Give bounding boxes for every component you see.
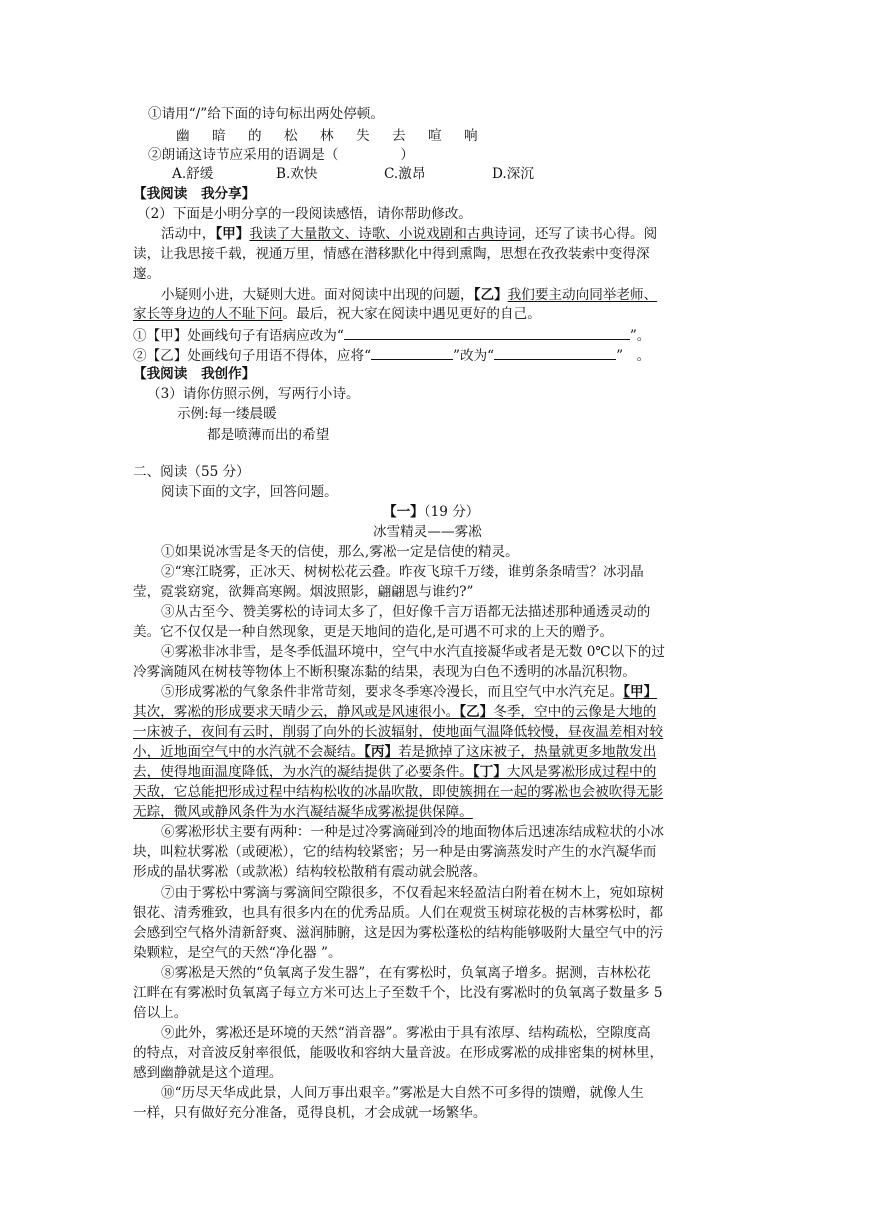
article-p7-l2: 银花、清秀雅致，也具有很多内在的优秀品质。人们在观赏玉树琼花极的吉林雾松时，都	[133, 905, 664, 921]
poem-char: 喧	[428, 128, 442, 144]
article-p9-l1: ⑨此外，雾凇还是环境的天然“消音器”。雾凇由于具有浓厚、结构疏松，空隙度高	[161, 1025, 651, 1041]
mark-yi: 【乙】	[473, 287, 508, 303]
q3-prompt: （3）请你仿照示例，写两行小诗。	[147, 386, 360, 402]
poem-char: 暗	[212, 128, 226, 144]
text: 冬季，空中的云像是大地的	[493, 704, 657, 720]
text: ”。	[629, 328, 651, 344]
article-p5-l4	[133, 743, 656, 762]
q2-answer-2	[133, 345, 650, 366]
poem-char: 林	[320, 128, 334, 144]
q3-example-line2: 都是喷薄而出的希望	[207, 427, 330, 443]
q1-options	[172, 165, 572, 184]
article-p7-l1: ⑦由于雾松中雾滴与雾滴间空隙很多，不仅看起来轻盈洁白附着在树木上，宛如琼树	[161, 885, 664, 901]
option-c: C.激昂	[384, 166, 426, 182]
article-p8-l2: 江畔在有雾凇时负氧离子每立方米可达上子至数千个，比没有雾凇时的负氧离子数量多 5	[133, 985, 663, 1001]
article-p2-l2: 莹，霓裳窈窕，欲舞高寒阙。烟波照影，翩翩恩与谁约?”	[133, 584, 474, 600]
poem-char: 的	[248, 128, 262, 144]
text: 。最后，祝大家在阅读中遇见更好的自己。	[282, 306, 541, 322]
mark-yi: 【乙】	[459, 704, 494, 720]
q1-tone-close: ）	[400, 147, 414, 163]
q1-tone-question	[148, 146, 414, 165]
poem-char: 松	[284, 128, 298, 144]
article-p6-l1: ⑥雾凇形状主要有两种：一种是过冷雾滴碰到冷的地面物体后迅速冻结成粒状的小冰	[161, 824, 664, 840]
option-d: D.深沉	[492, 166, 534, 182]
q2-prompt: （2）下面是小明分享的一段阅读感悟，请你帮助修改。	[137, 206, 472, 222]
q2-answer-1	[133, 325, 650, 346]
q2-p2-line2	[133, 305, 541, 324]
article-p9-l2: 的特点，对音波反射率很低，能吸收和容纳大量音波。在形成雾凇的成排密集的树林里，	[133, 1045, 664, 1061]
subsection-score: （19 分）	[423, 504, 480, 520]
text: 其次，雾凇的形成要求天晴少云，静风或是风速很小。	[133, 704, 460, 720]
article-p5-l7: 无踪，微风或静风条件为水汽凝结凝华成雾凇提供保障。	[133, 804, 473, 820]
part2-title: 二、阅读（55 分）	[133, 464, 250, 480]
text: 大风是雾凇形成过程中的	[506, 764, 657, 780]
article-p5-l5	[133, 763, 656, 782]
underlined-sentence-yi: 我们要主动向同举老师、	[507, 287, 658, 303]
text: ” 。	[616, 348, 651, 364]
article-p5-l2	[133, 703, 656, 722]
poem-char: 响	[464, 128, 478, 144]
article-p8-l3: 倍以上。	[133, 1005, 188, 1021]
text: ，还写了读书心得。阅	[521, 226, 658, 242]
text: ⑤形成雾凇的气象条件非常苛刻，要求冬季寒冷漫长，而且空气中水汽充足。	[161, 684, 624, 700]
article-p8-l1: ⑧雾凇是天然的“负氧离子发生器”，在有雾松时，负氧离子增多。据测，吉林松花	[161, 965, 651, 981]
article-p6-l3: 形成的晶状雾凇（或款凇）结构较松散稍有震动就会脱落。	[133, 864, 487, 880]
q2-p1-line1	[161, 225, 657, 244]
text: ①【甲】处画线句子有语病应改为“	[133, 328, 344, 344]
article-p7-l3: 会感到空气格外清新舒爽、滋润肺腑，这是因为雾松蓬松的结构能够吸附大量空气中的污	[133, 925, 664, 941]
article-p6-l2: 块，叫粒状雾凇（或硬凇），它的结构较紧密；另一种是由雾滴蒸发时产生的水汽凝华而	[133, 844, 657, 860]
q2-p2-line1	[161, 286, 657, 305]
answer-blank-1[interactable]	[344, 325, 630, 340]
article-title: 冰雪精灵——雾凇	[373, 524, 482, 540]
answer-blank-2b[interactable]	[494, 345, 616, 360]
mark-jia: 【甲】	[623, 684, 658, 700]
poem-line	[176, 127, 500, 146]
text: 小疑则小进，大疑则大进。面对阅读中出现的问题，	[161, 287, 474, 303]
subsection-heading	[383, 503, 479, 522]
option-a: A.舒缓	[172, 166, 214, 182]
q2-p1-line2: 读，让我思接千载，视通万里，情感在潜移默化中得到熏陶，思想在孜孜装索中变得深	[133, 246, 650, 262]
subsection-mark: 【一】	[383, 504, 424, 520]
text: 若是掀掉了这床被子，热量就更多地散发出	[398, 744, 657, 760]
poem-char: 幽	[176, 128, 190, 144]
article-p1: ①如果说冰雪是冬天的信使，那么,雾凇一定是信使的精灵。	[161, 544, 519, 560]
q1-instruction: ①请用“/”给下面的诗句标出两处停顿。	[148, 106, 384, 122]
underlined-sentence-jia: 我读了大量散文、诗歌、小说戏剧和古典诗词	[249, 226, 522, 242]
answer-blank-2a[interactable]	[371, 345, 453, 360]
article-p5-l6: 天敌，它总能把形成过程中结构松收的冰晶吹散，即使簇拥在一起的雾凇也会被吹得无影	[133, 784, 664, 800]
underlined-sentence-yi-cont: 家长等身边的人不耻下问	[133, 306, 283, 322]
text: 小，近地面空气中的水汽就不会凝结。	[133, 744, 365, 760]
article-p7-l4: 染颗粒，是空气的天然“净化器 ”。	[133, 945, 342, 961]
poem-char: 去	[392, 128, 406, 144]
mark-jia: 【甲】	[215, 226, 250, 242]
part2-instruction: 阅读下面的文字，回答问题。	[161, 484, 338, 500]
poem-char: 失	[356, 128, 370, 144]
mark-ding: 【丁】	[472, 764, 507, 780]
text: ②【乙】处画线句子用语不得体，应将“	[133, 348, 372, 364]
text: 去，使得地面温度降低，为水汽的凝结提供了必要条件。	[133, 764, 473, 780]
article-p4-l1: ④雾凇非冰非雪，是冬季低温环境中，空气中水汽直接凝华或者是无数 0℃以下的过	[161, 644, 665, 660]
article-p5-l1	[161, 683, 657, 702]
article-p2-l1: ②“寒江晓雾，正冰天、树树松花云叠。昨夜飞琼千万缕，谁剪条条晴雪？冰羽晶	[161, 564, 644, 580]
section-header-share: 【我阅读 我分享】	[133, 186, 256, 202]
article-p5-l3: 一床被子，夜间有云时，削弱了向外的长波辐射，使地面气温降低较慢，昼夜温差相对较	[133, 724, 664, 740]
article-p4-l2: 冷雾滴随风在树枝等物体上不断积聚冻黏的结果，表现为白色不透明的冰晶沉积物。	[133, 664, 636, 680]
option-b: B.欢快	[276, 166, 318, 182]
article-p3-l1: ③从古至今、赞美雾松的诗词太多了，但好像千言万语都无法描述那种通透灵动的	[161, 604, 651, 620]
article-p3-l2: 美。它不仅仅是一种自然现象，更是天地间的造化,是可遇不可求的上天的赠予。	[133, 624, 614, 640]
text: 活动中，	[161, 226, 216, 242]
section-header-create: 【我阅读 我创作】	[133, 366, 256, 382]
q1-tone-text: ②朗诵这诗节应采用的语调是（	[148, 147, 339, 163]
article-p10-l1: ⑩“历尽天华成此景，人间万事出艰辛。”雾凇是大自然不可多得的馈赠，就像人生	[161, 1085, 644, 1101]
text: ”改为“	[453, 348, 495, 364]
article-p10-l2: 一样，只有做好充分准备，觅得良机，才会成就一场繁华。	[133, 1105, 487, 1121]
article-p9-l3: 感到幽静就是这个道理。	[133, 1065, 283, 1081]
q3-example-line1: 示例:每一缕晨暖	[177, 406, 277, 422]
mark-bing: 【丙】	[364, 744, 399, 760]
q2-p1-line3: 邃。	[133, 266, 161, 282]
